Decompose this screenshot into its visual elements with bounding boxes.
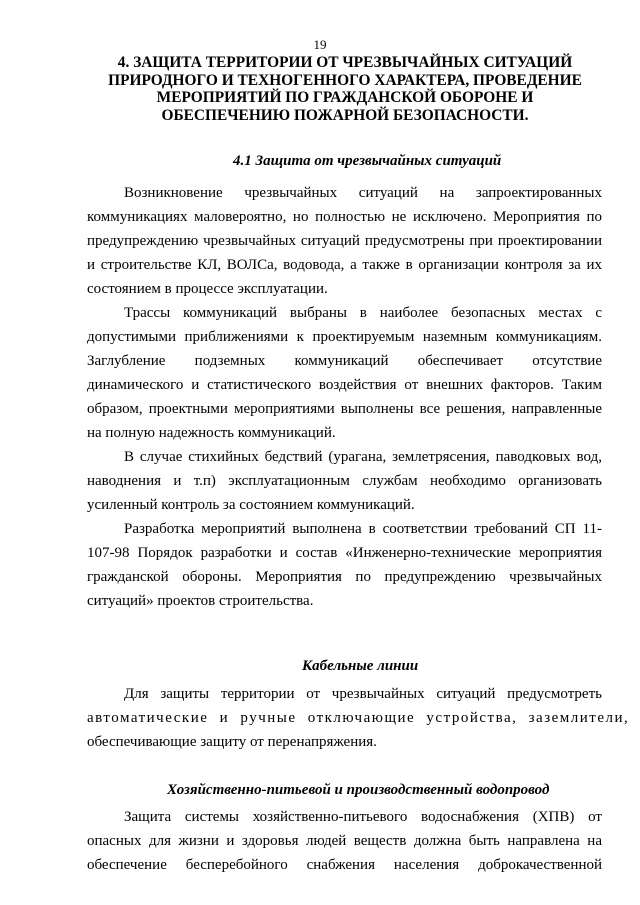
paragraph-line: Заглубление подземных коммуникаций обеспечивает отсутствие [87,353,602,369]
paragraph-line: и строительстве КЛ, ВОЛСа, водовода, а также в организации контроля за их [87,257,602,273]
paragraph-line: В случае стихийных бедствий (урагана, землетрясения, паводковых вод, [124,449,602,465]
paragraph-line: коммуникациях маловероятно, но полностью не исключено. Мероприятия по [87,209,602,225]
paragraph-line: усиленный контроль за состоянием коммуникаций. [87,497,415,513]
paragraph-line: наводнения и т.п) эксплуатационным службам необходимо организовать [87,473,602,489]
water-section-body [87,805,602,877]
chapter-title-line: ОБЕСПЕЧЕНИЮ ПОЖАРНОЙ БЕЗОПАСНОСТИ. [161,106,529,124]
paragraph-line: Для защиты территории от чрезвычайных ситуаций предусмотреть [124,686,602,702]
paragraph-line: автоматические и ручные отключающие устройства, заземлители, [87,710,630,726]
chapter-title [80,54,610,124]
paragraph-line: Трассы коммуникаций выбраны в наиболее безопасных местах с [124,305,602,321]
paragraph-line: обеспечивающие защиту от перенапряжения. [87,734,377,750]
paragraph-line: 107-98 Порядок разработки и состав «Инженерно-технические мероприятия [87,545,602,561]
chapter-title-line: ПРИРОДНОГО И ТЕХНОГЕННОГО ХАРАКТЕРА, ПРОВЕДЕНИЕ [108,71,582,89]
cable-section-body [87,682,630,754]
paragraph-line: обеспечение бесперебойного снабжения населения доброкачественной [87,857,602,873]
paragraph-line: состоянием в процессе эксплуатации. [87,281,328,297]
paragraph-line: Возникновение чрезвычайных ситуаций на запроектированных [124,185,602,201]
page-number: 19 [313,37,327,52]
paragraph-line: образом, проектными мероприятиями выполнены все решения, направленные [87,401,602,417]
paragraph-line: ситуаций» проектов строительства. [87,593,314,609]
paragraph-line: Защита системы хозяйственно-питьевого водоснабжения (ХПВ) от [124,809,602,825]
section-title: 4.1 Защита от чрезвычайных ситуаций [233,153,502,169]
subtitle-cable-lines: Кабельные линии [302,658,419,674]
paragraph-line: гражданской обороны. Мероприятия по предупреждению чрезвычайных [87,569,602,585]
paragraph-line: на полную надежность коммуникаций. [87,425,336,441]
chapter-title-line: МЕРОПРИЯТИЙ ПО ГРАЖДАНСКОЙ ОБОРОНЕ И [156,89,534,107]
paragraph-line: опасных для жизни и здоровья людей веществ должна быть направлена на [87,833,602,849]
paragraph-line: предупреждению чрезвычайных ситуаций предусмотрены при проектировании [87,233,602,249]
paragraph-line: Разработка мероприятий выполнена в соответствии требований СП 11- [124,521,602,537]
subtitle-water-supply: Хозяйственно-питьевой и производственный водопровод [167,782,550,798]
paragraph-line: допустимыми приближениями к проектируемым наземным коммуникациям. [87,329,602,345]
section-body [87,181,602,613]
paragraph-line: динамического и статистического воздействия от внешних факторов. Таким [87,377,602,393]
chapter-title-line: 4. ЗАЩИТА ТЕРРИТОРИИ ОТ ЧРЕЗВЫЧАЙНЫХ СИТУАЦИЙ [117,54,573,71]
